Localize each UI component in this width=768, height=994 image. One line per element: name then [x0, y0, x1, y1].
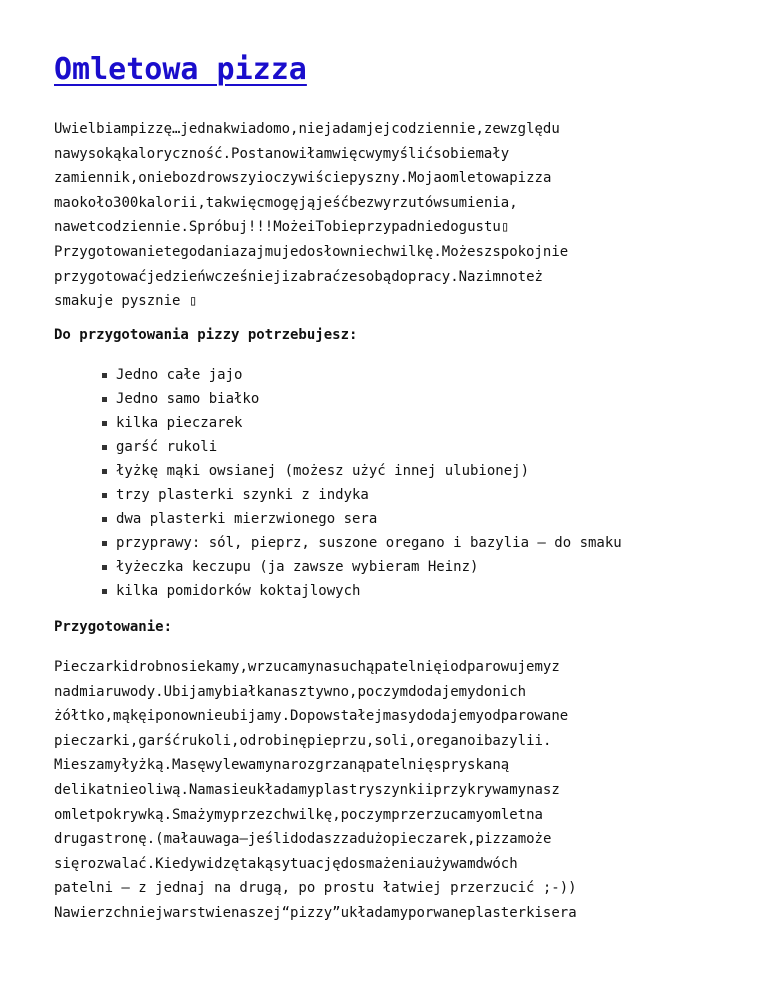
list-item: łyżeczka keczupu (ja zawsze wybieram Heinz) — [100, 555, 622, 579]
preparation-line: Pieczarkidrobnosiekamy,wrzucamynasuchąpatelnięiodparowujemyz — [54, 659, 560, 675]
intro-line: nawetcodziennie.Spróbuj!!!MożeiTobieprzypadniedogustu▯ — [54, 219, 510, 236]
list-item: kilka pomidorków koktajlowych — [100, 579, 622, 603]
preparation-line: nadmiaruwody.Ubijamybiałkanasztywno,poczymdodajemydonich — [54, 683, 527, 700]
intro-paragraph — [54, 117, 714, 314]
ingredients-list — [100, 363, 622, 603]
preparation-paragraph — [54, 655, 714, 926]
preparation-line: delikatnieoliwą.Namasieukładamyplastryszynkiiprzykrywamynasz — [54, 781, 560, 798]
page-title[interactable]: Omletowa pizza — [54, 52, 307, 87]
list-item: garść rukoli — [100, 435, 622, 459]
intro-line: smakuje pysznie ▯ — [54, 293, 198, 310]
intro-line: przygotowaćjedzieńwcześniejizabraćzesobądopracy.Nazimnoteż — [54, 268, 543, 285]
preparation-line: Mieszamyłyżką.Masęwylewamynarozgrzanąpatelnięspryskaną — [54, 757, 510, 774]
intro-line: Uwielbiampizzę…jednakwiadomo,niejadamjejcodziennie,zewzględu — [54, 121, 560, 137]
preparation-line: patelni – z jednaj na drugą, po prostu łatwiej przerzucić ;-)) — [54, 880, 577, 897]
intro-line: maokoło300kalorii,takwięcmogęjąjeśćbezwyrzutówsumienia, — [54, 194, 518, 211]
list-item: trzy plasterki szynki z indyka — [100, 483, 622, 507]
list-item: łyżkę mąki owsianej (możesz użyć innej ulubionej) — [100, 459, 622, 483]
intro-line: Przygotowanietegodaniazajmujedosłowniechwilkę.Możeszspokojnie — [54, 243, 569, 260]
preparation-line: pieczarki,garśćrukoli,odrobinępieprzu,soli,oreganoibazylii. — [54, 732, 552, 749]
preparation-line: Nawierzchniejwarstwienaszej“pizzy”układamyporwaneplasterkisera — [54, 904, 577, 921]
ingredients-heading: Do przygotowania pizzy potrzebujesz: — [54, 327, 358, 343]
list-item: Jedno całe jajo — [100, 363, 622, 387]
preparation-heading: Przygotowanie: — [54, 619, 173, 635]
preparation-line: żółtko,mąkęiponownieubijamy.Dopowstałejmasydodajemyodparowane — [54, 708, 569, 725]
intro-line: nawysokąkaloryczność.Postanowiłamwięcwymyślićsobiemały — [54, 145, 510, 162]
intro-line: zamiennik,oniebozdrowszyioczywiściepyszny.Mojaomletowapizza — [54, 170, 552, 187]
list-item: kilka pieczarek — [100, 411, 622, 435]
preparation-line: sięrozwalać.Kiedywidzętakąsytuacjędosmażeniaużywamdwóch — [54, 855, 518, 872]
preparation-line: omletpokrywką.Smażymyprzezchwilkę,poczymprzerzucamyomletna — [54, 806, 543, 823]
preparation-line: drugastronę.(małauwaga–jeślidodaszzadużopieczarek,pizzamoże — [54, 831, 552, 848]
list-item: dwa plasterki mierzwionego sera — [100, 507, 622, 531]
list-item: Jedno samo białko — [100, 387, 622, 411]
list-item: przyprawy: sól, pieprz, suszone oregano i bazylia – do smaku — [100, 531, 622, 555]
